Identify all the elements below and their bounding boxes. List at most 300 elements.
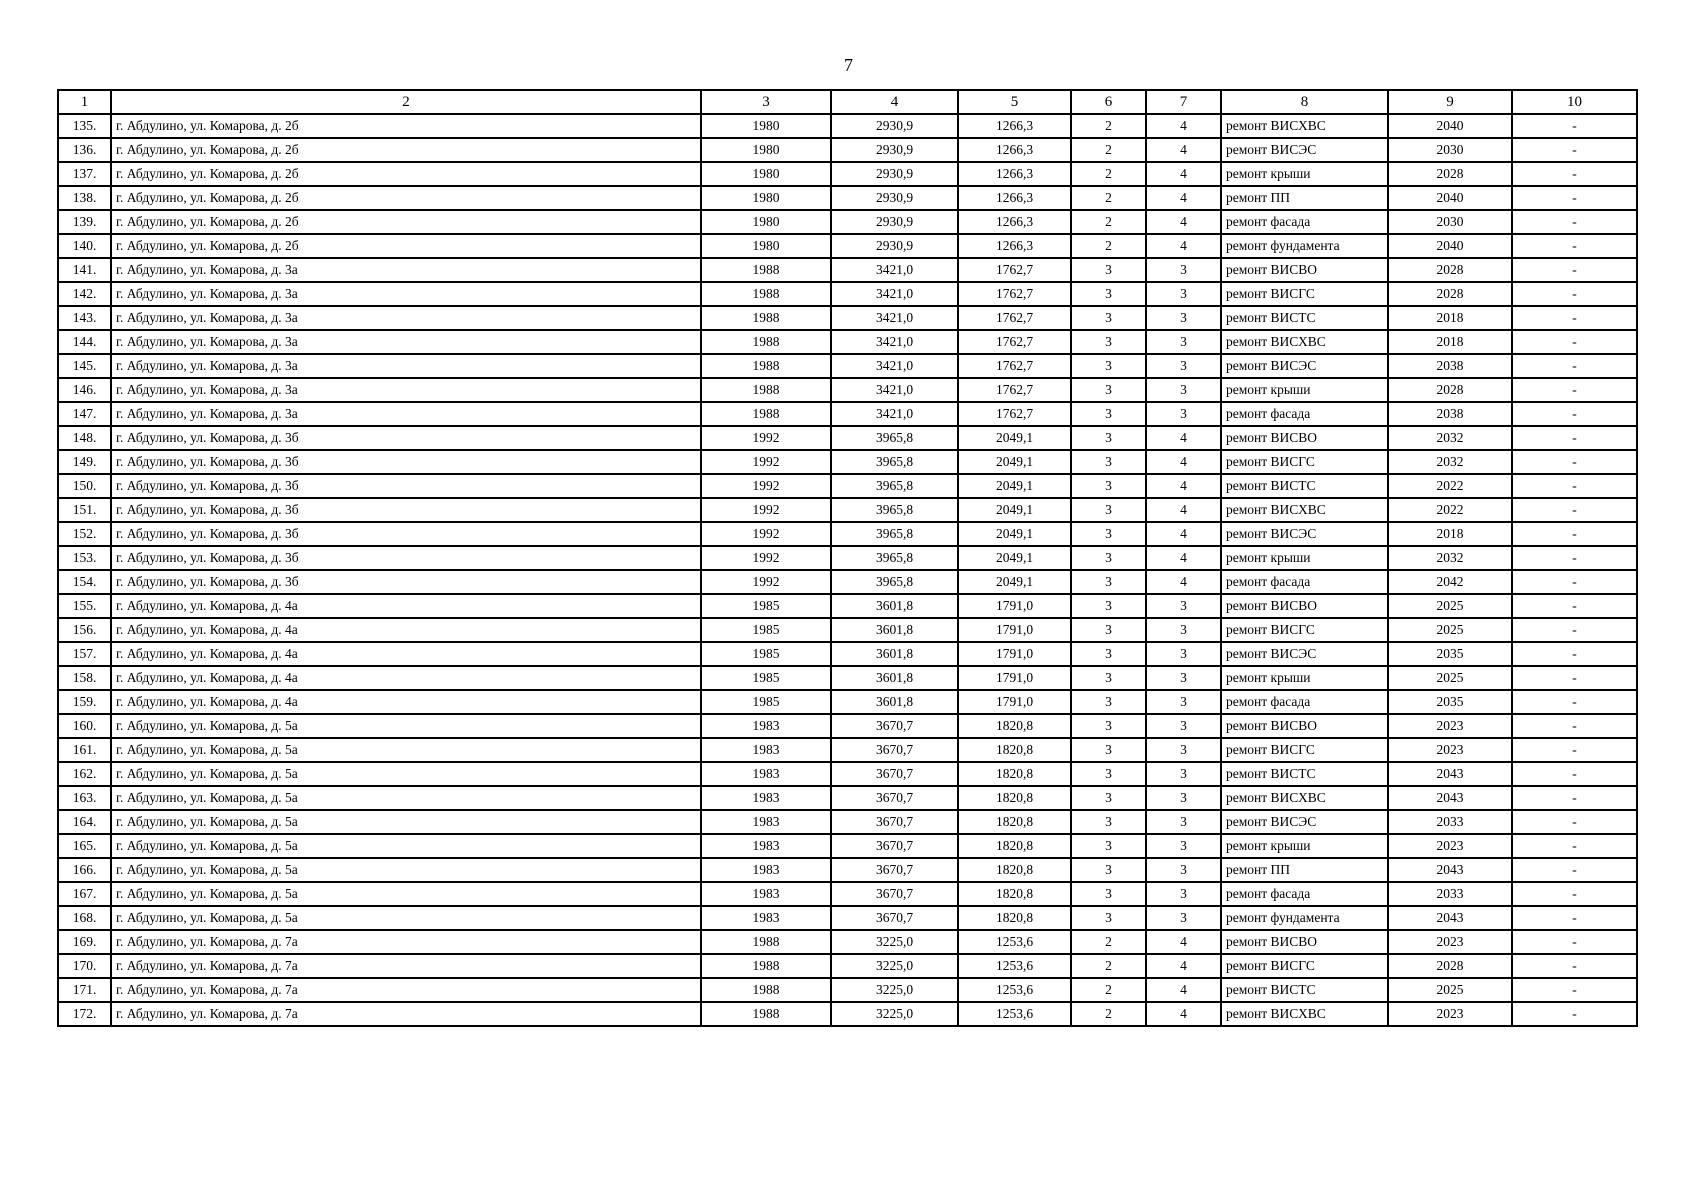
row-number-cell: 142. (58, 282, 111, 306)
planned-year-cell: 2033 (1388, 810, 1512, 834)
note-cell: - (1512, 1002, 1637, 1026)
table-row (58, 594, 1637, 618)
address-cell: г. Абдулино, ул. Комарова, д. 5а (111, 858, 701, 882)
note-cell: - (1512, 114, 1637, 138)
row-number-cell: 156. (58, 618, 111, 642)
table-row (58, 114, 1637, 138)
note-cell: - (1512, 354, 1637, 378)
living-area-cell: 1820,8 (958, 714, 1071, 738)
planned-year-cell: 2018 (1388, 330, 1512, 354)
row-number-cell: 151. (58, 498, 111, 522)
living-area-cell: 1762,7 (958, 330, 1071, 354)
build-year-cell: 1988 (701, 354, 831, 378)
living-area-cell: 1762,7 (958, 258, 1071, 282)
row-number-cell: 136. (58, 138, 111, 162)
entrances-cell: 3 (1146, 906, 1221, 930)
table-row (58, 762, 1637, 786)
living-area-cell: 1266,3 (958, 162, 1071, 186)
total-area-cell: 3225,0 (831, 978, 958, 1002)
row-number-cell: 146. (58, 378, 111, 402)
floors-cell: 3 (1071, 762, 1146, 786)
planned-year-cell: 2032 (1388, 426, 1512, 450)
living-area-cell: 1820,8 (958, 882, 1071, 906)
planned-year-cell: 2028 (1388, 282, 1512, 306)
floors-cell: 3 (1071, 570, 1146, 594)
planned-year-cell: 2030 (1388, 210, 1512, 234)
address-cell: г. Абдулино, ул. Комарова, д. 2б (111, 186, 701, 210)
row-number-cell: 163. (58, 786, 111, 810)
note-cell: - (1512, 570, 1637, 594)
address-cell: г. Абдулино, ул. Комарова, д. 4а (111, 594, 701, 618)
table-row (58, 186, 1637, 210)
address-cell: г. Абдулино, ул. Комарова, д. 4а (111, 666, 701, 690)
col-year-header: 3 (701, 90, 831, 114)
row-number-cell: 135. (58, 114, 111, 138)
planned-year-cell: 2018 (1388, 306, 1512, 330)
living-area-cell: 1820,8 (958, 762, 1071, 786)
build-year-cell: 1980 (701, 234, 831, 258)
note-cell: - (1512, 306, 1637, 330)
address-cell: г. Абдулино, ул. Комарова, д. 3б (111, 570, 701, 594)
entrances-cell: 3 (1146, 306, 1221, 330)
table-row (58, 498, 1637, 522)
note-cell: - (1512, 210, 1637, 234)
planned-year-cell: 2028 (1388, 162, 1512, 186)
table-row (58, 306, 1637, 330)
total-area-cell: 2930,9 (831, 186, 958, 210)
col-address-header: 2 (111, 90, 701, 114)
work-type-cell: ремонт крыши (1221, 378, 1388, 402)
col-total-area-header: 4 (831, 90, 958, 114)
address-cell: г. Абдулино, ул. Комарова, д. 3б (111, 546, 701, 570)
floors-cell: 3 (1071, 426, 1146, 450)
work-type-cell: ремонт крыши (1221, 834, 1388, 858)
planned-year-cell: 2022 (1388, 474, 1512, 498)
table-row (58, 330, 1637, 354)
table-row (58, 978, 1637, 1002)
work-type-cell: ремонт ВИСЭС (1221, 642, 1388, 666)
entrances-cell: 3 (1146, 882, 1221, 906)
note-cell: - (1512, 546, 1637, 570)
note-cell: - (1512, 858, 1637, 882)
living-area-cell: 1791,0 (958, 618, 1071, 642)
note-cell: - (1512, 162, 1637, 186)
build-year-cell: 1992 (701, 522, 831, 546)
total-area-cell: 3670,7 (831, 810, 958, 834)
note-cell: - (1512, 810, 1637, 834)
table-row (58, 954, 1637, 978)
entrances-cell: 4 (1146, 930, 1221, 954)
table-row (58, 402, 1637, 426)
address-cell: г. Абдулино, ул. Комарова, д. 3а (111, 306, 701, 330)
entrances-cell: 3 (1146, 354, 1221, 378)
work-type-cell: ремонт ВИСВО (1221, 714, 1388, 738)
build-year-cell: 1983 (701, 906, 831, 930)
living-area-cell: 1266,3 (958, 234, 1071, 258)
row-number-cell: 161. (58, 738, 111, 762)
build-year-cell: 1992 (701, 450, 831, 474)
entrances-cell: 4 (1146, 522, 1221, 546)
floors-cell: 3 (1071, 738, 1146, 762)
planned-year-cell: 2018 (1388, 522, 1512, 546)
build-year-cell: 1988 (701, 954, 831, 978)
address-cell: г. Абдулино, ул. Комарова, д. 5а (111, 810, 701, 834)
table-row (58, 210, 1637, 234)
entrances-cell: 3 (1146, 402, 1221, 426)
planned-year-cell: 2042 (1388, 570, 1512, 594)
build-year-cell: 1985 (701, 594, 831, 618)
address-cell: г. Абдулино, ул. Комарова, д. 5а (111, 786, 701, 810)
row-number-cell: 143. (58, 306, 111, 330)
build-year-cell: 1983 (701, 786, 831, 810)
address-cell: г. Абдулино, ул. Комарова, д. 3а (111, 330, 701, 354)
work-type-cell: ремонт ВИСЭС (1221, 810, 1388, 834)
work-type-cell: ремонт ВИСГС (1221, 738, 1388, 762)
floors-cell: 3 (1071, 786, 1146, 810)
total-area-cell: 2930,9 (831, 138, 958, 162)
planned-year-cell: 2043 (1388, 762, 1512, 786)
table-row (58, 138, 1637, 162)
table-row (58, 474, 1637, 498)
living-area-cell: 1266,3 (958, 138, 1071, 162)
col-work-type-header: 8 (1221, 90, 1388, 114)
living-area-cell: 1253,6 (958, 978, 1071, 1002)
note-cell: - (1512, 906, 1637, 930)
note-cell: - (1512, 642, 1637, 666)
build-year-cell: 1980 (701, 138, 831, 162)
col-note-header: 10 (1512, 90, 1637, 114)
planned-year-cell: 2043 (1388, 906, 1512, 930)
address-cell: г. Абдулино, ул. Комарова, д. 3а (111, 258, 701, 282)
table-row (58, 834, 1637, 858)
floors-cell: 3 (1071, 642, 1146, 666)
note-cell: - (1512, 978, 1637, 1002)
work-type-cell: ремонт ВИСХВС (1221, 330, 1388, 354)
note-cell: - (1512, 690, 1637, 714)
total-area-cell: 2930,9 (831, 114, 958, 138)
total-area-cell: 2930,9 (831, 210, 958, 234)
floors-cell: 3 (1071, 858, 1146, 882)
work-type-cell: ремонт фасада (1221, 882, 1388, 906)
note-cell: - (1512, 282, 1637, 306)
row-number-cell: 165. (58, 834, 111, 858)
row-number-cell: 168. (58, 906, 111, 930)
entrances-cell: 3 (1146, 282, 1221, 306)
entrances-cell: 4 (1146, 498, 1221, 522)
entrances-cell: 4 (1146, 210, 1221, 234)
planned-year-cell: 2023 (1388, 834, 1512, 858)
note-cell: - (1512, 954, 1637, 978)
build-year-cell: 1992 (701, 474, 831, 498)
row-number-cell: 144. (58, 330, 111, 354)
build-year-cell: 1988 (701, 402, 831, 426)
repair-schedule-table (57, 89, 1638, 1027)
total-area-cell: 3421,0 (831, 354, 958, 378)
entrances-cell: 4 (1146, 954, 1221, 978)
planned-year-cell: 2033 (1388, 882, 1512, 906)
living-area-cell: 1820,8 (958, 738, 1071, 762)
total-area-cell: 3421,0 (831, 378, 958, 402)
address-cell: г. Абдулино, ул. Комарова, д. 5а (111, 714, 701, 738)
table-row (58, 738, 1637, 762)
entrances-cell: 3 (1146, 714, 1221, 738)
table-row (58, 810, 1637, 834)
build-year-cell: 1985 (701, 690, 831, 714)
entrances-cell: 4 (1146, 570, 1221, 594)
total-area-cell: 3601,8 (831, 618, 958, 642)
work-type-cell: ремонт фундамента (1221, 906, 1388, 930)
total-area-cell: 3670,7 (831, 786, 958, 810)
address-cell: г. Абдулино, ул. Комарова, д. 4а (111, 642, 701, 666)
entrances-cell: 4 (1146, 114, 1221, 138)
planned-year-cell: 2025 (1388, 666, 1512, 690)
planned-year-cell: 2035 (1388, 690, 1512, 714)
col-entrances-header: 7 (1146, 90, 1221, 114)
entrances-cell: 4 (1146, 234, 1221, 258)
entrances-cell: 3 (1146, 834, 1221, 858)
planned-year-cell: 2038 (1388, 402, 1512, 426)
entrances-cell: 4 (1146, 162, 1221, 186)
build-year-cell: 1983 (701, 834, 831, 858)
note-cell: - (1512, 882, 1637, 906)
address-cell: г. Абдулино, ул. Комарова, д. 4а (111, 618, 701, 642)
work-type-cell: ремонт фасада (1221, 570, 1388, 594)
row-number-cell: 155. (58, 594, 111, 618)
row-number-cell: 154. (58, 570, 111, 594)
build-year-cell: 1983 (701, 810, 831, 834)
build-year-cell: 1988 (701, 978, 831, 1002)
living-area-cell: 2049,1 (958, 522, 1071, 546)
floors-cell: 2 (1071, 930, 1146, 954)
address-cell: г. Абдулино, ул. Комарова, д. 3б (111, 522, 701, 546)
row-number-cell: 164. (58, 810, 111, 834)
entrances-cell: 3 (1146, 258, 1221, 282)
table-row (58, 546, 1637, 570)
row-number-cell: 169. (58, 930, 111, 954)
work-type-cell: ремонт фасада (1221, 210, 1388, 234)
table-row (58, 618, 1637, 642)
living-area-cell: 1253,6 (958, 1002, 1071, 1026)
living-area-cell: 1820,8 (958, 906, 1071, 930)
row-number-cell: 172. (58, 1002, 111, 1026)
address-cell: г. Абдулино, ул. Комарова, д. 5а (111, 762, 701, 786)
living-area-cell: 1791,0 (958, 642, 1071, 666)
work-type-cell: ремонт ВИСВО (1221, 930, 1388, 954)
address-cell: г. Абдулино, ул. Комарова, д. 5а (111, 906, 701, 930)
note-cell: - (1512, 330, 1637, 354)
entrances-cell: 3 (1146, 666, 1221, 690)
build-year-cell: 1988 (701, 258, 831, 282)
work-type-cell: ремонт ВИСЭС (1221, 522, 1388, 546)
planned-year-cell: 2023 (1388, 930, 1512, 954)
total-area-cell: 3601,8 (831, 690, 958, 714)
col-planned-year-header: 9 (1388, 90, 1512, 114)
planned-year-cell: 2035 (1388, 642, 1512, 666)
work-type-cell: ремонт ВИСХВС (1221, 114, 1388, 138)
floors-cell: 2 (1071, 162, 1146, 186)
entrances-cell: 4 (1146, 978, 1221, 1002)
total-area-cell: 3670,7 (831, 858, 958, 882)
note-cell: - (1512, 522, 1637, 546)
table-row (58, 666, 1637, 690)
planned-year-cell: 2032 (1388, 546, 1512, 570)
living-area-cell: 2049,1 (958, 474, 1071, 498)
build-year-cell: 1980 (701, 162, 831, 186)
table-row (58, 570, 1637, 594)
total-area-cell: 3965,8 (831, 450, 958, 474)
floors-cell: 3 (1071, 522, 1146, 546)
table-row (58, 930, 1637, 954)
entrances-cell: 4 (1146, 138, 1221, 162)
row-number-cell: 166. (58, 858, 111, 882)
floors-cell: 2 (1071, 234, 1146, 258)
floors-cell: 3 (1071, 474, 1146, 498)
note-cell: - (1512, 834, 1637, 858)
floors-cell: 2 (1071, 1002, 1146, 1026)
planned-year-cell: 2025 (1388, 594, 1512, 618)
build-year-cell: 1988 (701, 330, 831, 354)
floors-cell: 2 (1071, 186, 1146, 210)
total-area-cell: 3421,0 (831, 258, 958, 282)
work-type-cell: ремонт ВИСВО (1221, 594, 1388, 618)
living-area-cell: 1820,8 (958, 858, 1071, 882)
work-type-cell: ремонт фасада (1221, 402, 1388, 426)
total-area-cell: 2930,9 (831, 162, 958, 186)
build-year-cell: 1988 (701, 930, 831, 954)
entrances-cell: 3 (1146, 810, 1221, 834)
planned-year-cell: 2040 (1388, 234, 1512, 258)
floors-cell: 3 (1071, 906, 1146, 930)
total-area-cell: 3670,7 (831, 714, 958, 738)
work-type-cell: ремонт ВИСЭС (1221, 354, 1388, 378)
note-cell: - (1512, 186, 1637, 210)
work-type-cell: ремонт ПП (1221, 186, 1388, 210)
entrances-cell: 4 (1146, 426, 1221, 450)
table-row (58, 906, 1637, 930)
work-type-cell: ремонт крыши (1221, 666, 1388, 690)
floors-cell: 2 (1071, 114, 1146, 138)
living-area-cell: 1762,7 (958, 282, 1071, 306)
build-year-cell: 1983 (701, 882, 831, 906)
address-cell: г. Абдулино, ул. Комарова, д. 3а (111, 282, 701, 306)
total-area-cell: 3965,8 (831, 546, 958, 570)
total-area-cell: 3601,8 (831, 642, 958, 666)
col-number-header: 1 (58, 90, 111, 114)
page-number: 7 (844, 55, 853, 75)
floors-cell: 3 (1071, 378, 1146, 402)
total-area-cell: 3965,8 (831, 522, 958, 546)
total-area-cell: 3965,8 (831, 426, 958, 450)
floors-cell: 3 (1071, 834, 1146, 858)
floors-cell: 3 (1071, 498, 1146, 522)
living-area-cell: 1266,3 (958, 114, 1071, 138)
build-year-cell: 1992 (701, 570, 831, 594)
note-cell: - (1512, 714, 1637, 738)
planned-year-cell: 2022 (1388, 498, 1512, 522)
table-row (58, 858, 1637, 882)
floors-cell: 3 (1071, 546, 1146, 570)
build-year-cell: 1980 (701, 114, 831, 138)
table-row (58, 426, 1637, 450)
row-number-cell: 149. (58, 450, 111, 474)
note-cell: - (1512, 786, 1637, 810)
row-number-cell: 159. (58, 690, 111, 714)
table-row (58, 642, 1637, 666)
floors-cell: 3 (1071, 690, 1146, 714)
note-cell: - (1512, 450, 1637, 474)
work-type-cell: ремонт фасада (1221, 690, 1388, 714)
address-cell: г. Абдулино, ул. Комарова, д. 3б (111, 498, 701, 522)
planned-year-cell: 2025 (1388, 618, 1512, 642)
build-year-cell: 1988 (701, 378, 831, 402)
total-area-cell: 3421,0 (831, 330, 958, 354)
note-cell: - (1512, 666, 1637, 690)
row-number-cell: 140. (58, 234, 111, 258)
entrances-cell: 3 (1146, 690, 1221, 714)
living-area-cell: 1762,7 (958, 402, 1071, 426)
address-cell: г. Абдулино, ул. Комарова, д. 2б (111, 114, 701, 138)
living-area-cell: 2049,1 (958, 450, 1071, 474)
address-cell: г. Абдулино, ул. Комарова, д. 2б (111, 210, 701, 234)
work-type-cell: ремонт ВИСТС (1221, 978, 1388, 1002)
entrances-cell: 4 (1146, 450, 1221, 474)
entrances-cell: 4 (1146, 546, 1221, 570)
address-cell: г. Абдулино, ул. Комарова, д. 3а (111, 354, 701, 378)
entrances-cell: 3 (1146, 762, 1221, 786)
note-cell: - (1512, 138, 1637, 162)
living-area-cell: 2049,1 (958, 570, 1071, 594)
floors-cell: 3 (1071, 810, 1146, 834)
build-year-cell: 1992 (701, 426, 831, 450)
build-year-cell: 1985 (701, 618, 831, 642)
row-number-cell: 139. (58, 210, 111, 234)
total-area-cell: 3421,0 (831, 282, 958, 306)
note-cell: - (1512, 402, 1637, 426)
entrances-cell: 3 (1146, 642, 1221, 666)
table-row (58, 450, 1637, 474)
floors-cell: 2 (1071, 210, 1146, 234)
row-number-cell: 147. (58, 402, 111, 426)
total-area-cell: 3670,7 (831, 762, 958, 786)
floors-cell: 3 (1071, 882, 1146, 906)
living-area-cell: 1762,7 (958, 378, 1071, 402)
table-row (58, 714, 1637, 738)
work-type-cell: ремонт ВИСХВС (1221, 1002, 1388, 1026)
living-area-cell: 1253,6 (958, 954, 1071, 978)
living-area-cell: 1266,3 (958, 210, 1071, 234)
address-cell: г. Абдулино, ул. Комарова, д. 3б (111, 426, 701, 450)
table-row (58, 882, 1637, 906)
living-area-cell: 2049,1 (958, 546, 1071, 570)
address-cell: г. Абдулино, ул. Комарова, д. 2б (111, 234, 701, 258)
row-number-cell: 160. (58, 714, 111, 738)
entrances-cell: 3 (1146, 378, 1221, 402)
build-year-cell: 1988 (701, 306, 831, 330)
planned-year-cell: 2040 (1388, 114, 1512, 138)
build-year-cell: 1980 (701, 210, 831, 234)
build-year-cell: 1988 (701, 282, 831, 306)
total-area-cell: 3225,0 (831, 954, 958, 978)
work-type-cell: ремонт крыши (1221, 162, 1388, 186)
living-area-cell: 1820,8 (958, 834, 1071, 858)
address-cell: г. Абдулино, ул. Комарова, д. 7а (111, 1002, 701, 1026)
address-cell: г. Абдулино, ул. Комарова, д. 2б (111, 138, 701, 162)
planned-year-cell: 2025 (1388, 978, 1512, 1002)
floors-cell: 3 (1071, 666, 1146, 690)
planned-year-cell: 2032 (1388, 450, 1512, 474)
floors-cell: 3 (1071, 450, 1146, 474)
row-number-cell: 162. (58, 762, 111, 786)
